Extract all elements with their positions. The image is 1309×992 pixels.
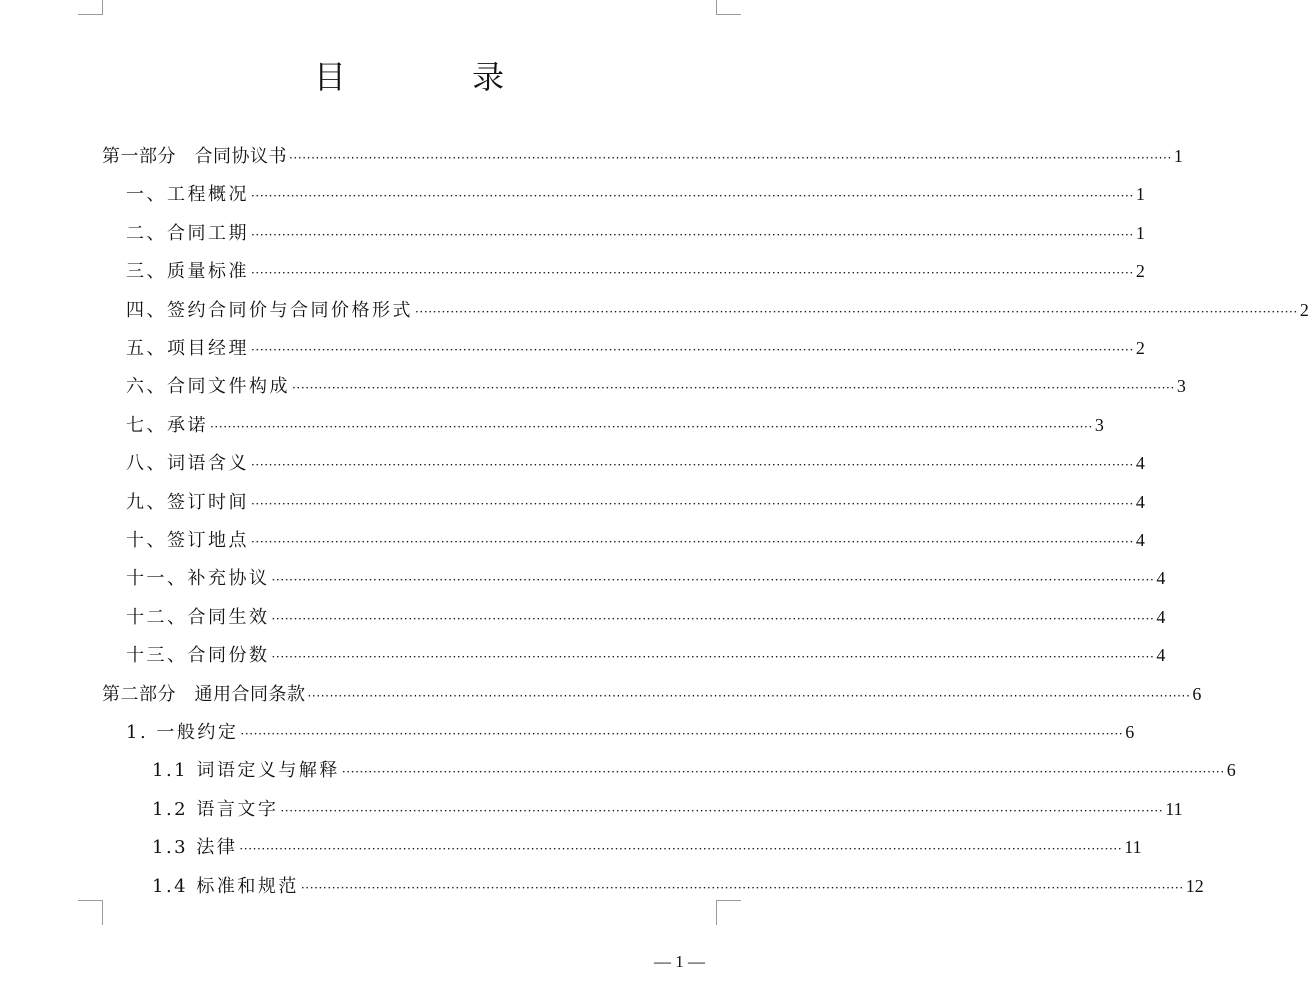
toc-entry-label: 十一、补充协议 xyxy=(126,568,270,590)
toc-entry-label: 1.1 词语定义与解释 xyxy=(152,760,340,782)
toc-entry-label: 1.3 法律 xyxy=(152,837,238,859)
toc-dot-leader: ········································································································································································································ xyxy=(271,611,1155,626)
toc-entry[interactable] xyxy=(126,641,1166,667)
toc-dot-leader: ········································································································································································································ xyxy=(251,535,1134,549)
toc-entry-page-number: 4 xyxy=(1156,568,1166,589)
toc-entry[interactable] xyxy=(126,257,1145,283)
toc-entry-page-number: 1 xyxy=(1135,222,1145,243)
toc-entry[interactable] xyxy=(126,603,1166,629)
toc-entry-label: 1.2 语言文字 xyxy=(152,798,279,820)
toc-dot-leader: ········································································································································································································ xyxy=(251,227,1134,242)
toc-entry[interactable] xyxy=(126,372,1186,398)
toc-entry-label: 1. 一般约定 xyxy=(126,722,239,743)
toc-dot-leader: ········································································································································································································ xyxy=(239,842,1123,857)
toc-entry-label: 一、工程概况 xyxy=(126,184,249,206)
toc-entry-page-number: 2 xyxy=(1299,299,1309,320)
toc-entry-label: 九、签订时间 xyxy=(126,491,249,513)
toc-entry-label: 八、词语含义 xyxy=(126,453,249,475)
page-title: 目 录 xyxy=(313,58,563,96)
toc-entry-label: 六、合同文件构成 xyxy=(126,376,290,398)
toc-entry-page-number: 3 xyxy=(1176,376,1186,397)
toc-entry-page-number: 11 xyxy=(1124,837,1142,858)
toc-entry-label: 十、签订地点 xyxy=(126,530,249,551)
toc-entry[interactable] xyxy=(152,756,1236,782)
toc-entry[interactable] xyxy=(126,488,1145,514)
toc-entry-page-number: 4 xyxy=(1135,530,1145,550)
toc-entry-label: 三、质量标准 xyxy=(126,261,249,283)
toc-entry[interactable] xyxy=(126,219,1145,245)
toc-dot-leader: ········································································································································································································ xyxy=(251,343,1134,357)
toc-entry-label: 第一部分 合同协议书 xyxy=(102,146,287,167)
toc-entry-label: 五、项目经理 xyxy=(126,338,249,359)
toc-entry[interactable] xyxy=(126,526,1145,552)
toc-entry[interactable] xyxy=(102,142,1183,168)
toc-dot-leader: ········································································································································································································ xyxy=(341,765,1225,780)
toc-dot-leader: ········································································································································································································ xyxy=(251,189,1134,204)
toc-entry-page-number: 1 xyxy=(1135,184,1145,205)
toc-entry-label: 七、承诺 xyxy=(126,414,208,436)
toc-entry-page-number: 11 xyxy=(1165,798,1183,819)
toc-dot-leader: ········································································································································································································ xyxy=(415,304,1298,319)
toc-entry-page-number: 3 xyxy=(1094,414,1104,435)
toc-entry-page-number: 4 xyxy=(1156,606,1166,627)
toc-entry-label: 十三、合同份数 xyxy=(126,645,270,667)
toc-entry-page-number: 6 xyxy=(1125,722,1135,742)
toc-entry[interactable] xyxy=(126,296,1309,322)
toc-entry-label: 四、签约合同价与合同价格形式 xyxy=(126,299,413,321)
toc-dot-leader: ········································································································································································································ xyxy=(271,573,1155,588)
toc-entry-page-number: 4 xyxy=(1135,491,1145,512)
toc-entry-label: 十二、合同生效 xyxy=(126,606,270,628)
toc-entry[interactable] xyxy=(152,795,1183,821)
toc-entry-page-number: 6 xyxy=(1226,760,1236,781)
toc-entry[interactable] xyxy=(126,180,1145,206)
toc-entry-page-number: 6 xyxy=(1192,683,1202,704)
toc-dot-leader: ········································································································································································································ xyxy=(289,151,1172,165)
toc-entry-label: 1.4 标准和规范 xyxy=(152,875,299,897)
toc-dot-leader: ········································································································································································································ xyxy=(240,727,1124,741)
toc-entry[interactable] xyxy=(152,833,1142,859)
toc-entry[interactable] xyxy=(102,680,1202,706)
toc-entry-page-number: 2 xyxy=(1135,338,1145,358)
toc-entry[interactable] xyxy=(126,334,1145,360)
toc-dot-leader: ········································································································································································································ xyxy=(300,880,1184,895)
toc-entry-label: 二、合同工期 xyxy=(126,222,249,244)
toc-dot-leader: ········································································································································································································ xyxy=(280,803,1164,818)
toc-entry-page-number: 12 xyxy=(1185,875,1204,896)
toc-entry[interactable] xyxy=(126,411,1104,437)
toc-entry-page-number: 1 xyxy=(1173,146,1183,166)
toc-dot-leader: ········································································································································································································ xyxy=(292,381,1175,396)
toc-dot-leader: ········································································································································································································ xyxy=(271,650,1155,665)
toc-entry[interactable] xyxy=(126,718,1135,744)
toc-dot-leader: ········································································································································································································ xyxy=(251,266,1134,281)
toc-entry[interactable] xyxy=(126,449,1145,475)
toc-entry-page-number: 4 xyxy=(1156,645,1166,666)
toc-dot-leader: ········································································································································································································ xyxy=(251,458,1134,473)
toc-dot-leader: ········································································································································································································ xyxy=(210,419,1093,434)
toc-entry-label: 第二部分 通用合同条款 xyxy=(102,683,306,705)
toc-entry[interactable] xyxy=(152,872,1204,898)
toc-dot-leader: ········································································································································································································ xyxy=(307,688,1191,703)
toc-dot-leader: ········································································································································································································ xyxy=(251,496,1134,511)
toc-entry-page-number: 4 xyxy=(1135,453,1145,474)
toc-entry-page-number: 2 xyxy=(1135,261,1145,282)
toc-entry[interactable] xyxy=(126,564,1166,590)
footer-page-number: — 1 — xyxy=(654,952,705,971)
